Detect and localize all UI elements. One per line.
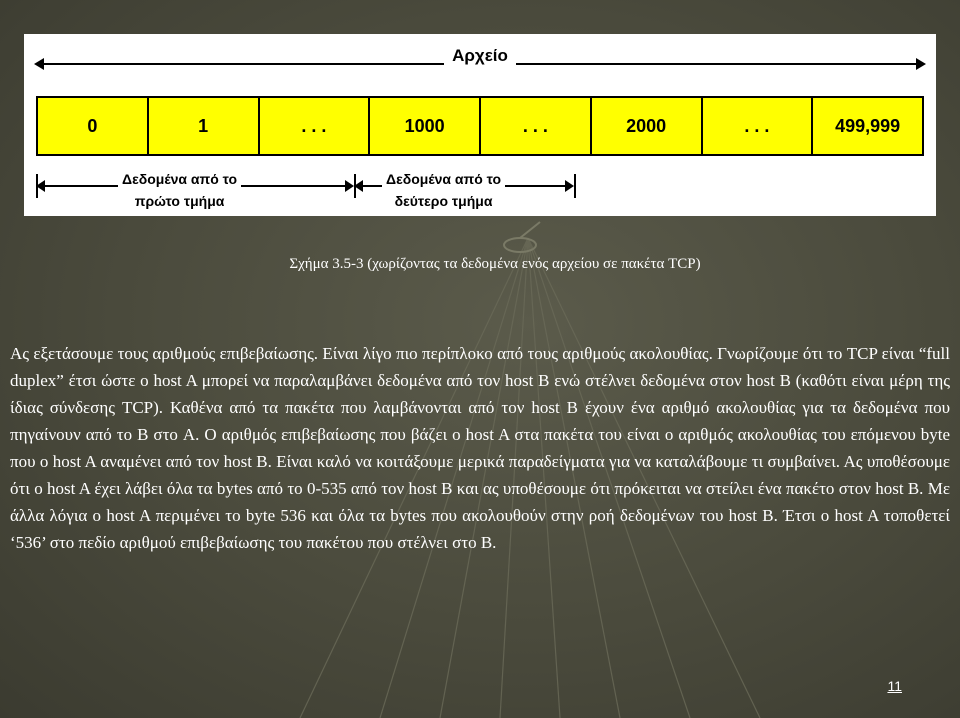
first-segment-label: Δεδομένα από το πρώτο τμήμα — [118, 168, 241, 212]
byte-cell: 2000 — [592, 98, 703, 154]
second-segment-label: Δεδομένα από το δεύτερο τμήμα — [382, 168, 505, 212]
byte-cell: . . . — [481, 98, 592, 154]
satellite-dish-icon — [504, 222, 540, 252]
byte-cells — [36, 96, 924, 156]
page-number[interactable]: 11 — [887, 678, 902, 694]
segment-tick — [574, 174, 576, 198]
body-paragraph: Ας εξετάσουμε τους αριθμούς επιβεβαίωσης. Είναι λίγο πιο περίπλοκο από τους αριθμούς ακολουθίας. Γνωρίζουμε ότι το TCP είναι “full duplex” έτσι ώστε ο host A μπορεί να παραλαμβάνει δεδομένα από τον host B ενώ στέλνει δεδομένα στον host B (καθότι είναι μέρη της ίδιας σύνδεσης TCP). Καθένα από τα πακέτα που λαμβάνονται από τον host B έχουν ένα αριθμό ακολουθίας για τα δεδομένα που πηγαίνουν από το B στο A. O αριθμός επιβεβαίωσης που βάζει ο host A στα πακέτα του είναι ο αριθμός ακολουθίας του επόμενου byte που ο host A αναμένει από τον host B. Είναι καλό να κοιτάξουμε μερικά παραδείγματα για να καταλάβουμε τι συμβαίνει. Ας υποθέσουμε ότι ο host A έχει λάβει όλα τα bytes από το 0-535 από τον host B και ας υποθέσουμε ότι πρόκειται να στείλει ένα πακέτο στον host B. Με άλλα λόγια ο host A περιμένει το byte 536 και όλα τα bytes που ακολουθούν στην ροή δεδομένων του host B. Έτσι ο host A τοποθετεί ‘536’ στο πεδίο αριθμού επιβεβαίωσης του πακέτου που στέλνει στο B. — [10, 344, 950, 552]
byte-cell: 499,999 — [835, 115, 901, 136]
byte-cell: . . . — [703, 98, 814, 154]
figure-title: Αρχείο — [444, 46, 516, 65]
figure-caption: Σχήμα 3.5-3 (χωρίζοντας τα δεδομένα ενός αρχείου σε πακέτα TCP) — [289, 256, 701, 272]
byte-cell: 0 — [38, 98, 149, 154]
byte-cell: . . . — [260, 98, 371, 154]
byte-cell: 1000 — [370, 98, 481, 154]
file-segmentation-figure — [24, 34, 936, 216]
byte-cell: 1 — [149, 98, 260, 154]
